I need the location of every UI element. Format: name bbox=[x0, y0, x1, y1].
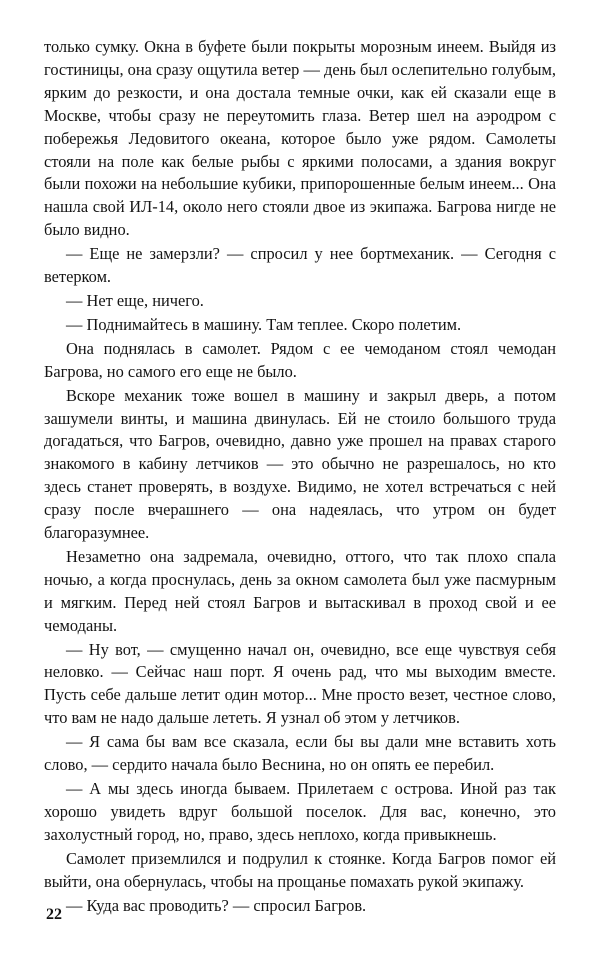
paragraph: — Я сама бы вам все сказала, если бы вы дали мне вставить хоть слово, — сердито начала было Веснина, но он опять ее перебил. bbox=[44, 732, 556, 775]
paragraph: — Ну вот, — смущенно начал он, очевидно, все еще чувствуя себя неловко. — Сейчас наш порт. Я очень рад, что мы выходим вместе. Пусть себе дальше летит один мотор... Мне просто везет, честное слово, что вам не надо дальше лететь. Я узнал об этом у летчиков. bbox=[44, 639, 556, 728]
page-number: 22 bbox=[46, 906, 62, 923]
paragraph: Вскоре механик тоже вошел в машину и закрыл дверь, а потом зашумели винты, и машина двинулась. Ей не стоило большого труда догадаться, что Багров, очевидно, давно уже прошел на правах старого знакомого в кабину летчиков — это обычно не разрешалось, но кто здесь станет проверять, в воздухе. Видимо, не хотел встречаться с ней сразу после вчерашнего — она надеялась, что утром он будет благоразумнее. bbox=[44, 385, 556, 543]
paragraph: — Еще не замерзли? — спросил у нее бортмеханик. — Сегодня с ветерком. bbox=[44, 244, 556, 287]
paragraph: — Поднимайтесь в машину. Там теплее. Скоро полетим. bbox=[66, 314, 462, 334]
paragraph: — Куда вас проводить? — спросил Багров. bbox=[66, 895, 367, 915]
paragraph: — А мы здесь иногда бываем. Прилетаем с острова. Иной раз так хорошо увидеть вдруг большой поселок. Для вас, конечно, это захолустный город, но, право, здесь неплохо, когда привыкнешь. bbox=[44, 779, 556, 844]
paragraph: — Нет еще, ничего. bbox=[66, 290, 204, 310]
paragraph: Она поднялась в самолет. Рядом с ее чемоданом стоял чемодан Багрова, но самого его еще не было. bbox=[44, 338, 556, 381]
paragraph: только сумку. Окна в буфете были покрыты морозным инеем. Выйдя из гостиницы, она сразу ощутила ветер — день был ослепительно голубым, ярким до резкости, и она достала темные очки, как ей сказали еще в Москве, чтобы сразу не переутомить глаза. Ветер шел на аэродром с побережья Ледовитого океана, которое было уже рядом. Самолеты стояли на поле как белые рыбы с яркими полосами, а здания вокруг были похожи на небольшие кубики, припорошенные белым инеем... Она нашла свой ИЛ-14, около него стояли двое из экипажа. Багрова нигде не было видно. bbox=[44, 37, 556, 240]
paragraph: Незаметно она задремала, очевидно, оттого, что так плохо спала ночью, а когда проснулась, день за окном самолета был уже пасмурным и мягким. Перед ней стоял Багров и вытаскивал в проход свой и ее чемоданы. bbox=[44, 546, 556, 635]
page-body bbox=[44, 36, 556, 917]
paragraph: Самолет приземлился и подрулил к стоянке. Когда Багров помог ей выйти, она обернулась, чтобы на прощанье помахать рукой экипажу. bbox=[44, 848, 556, 891]
